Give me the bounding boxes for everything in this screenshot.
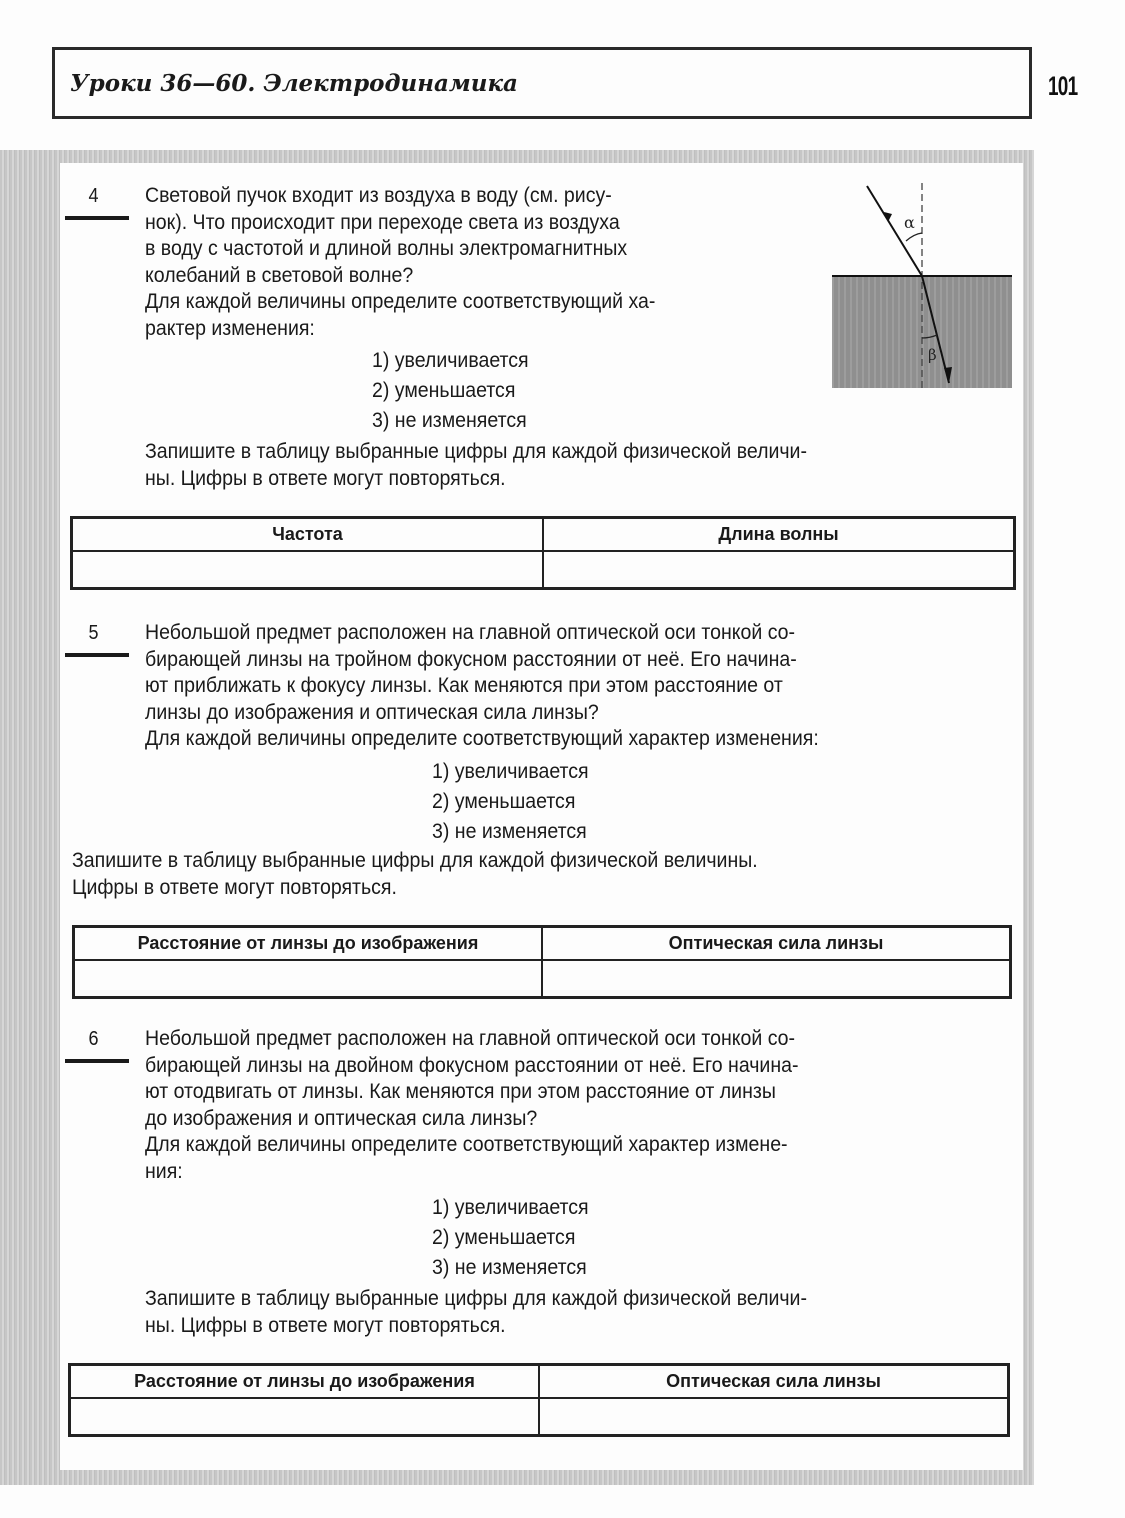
table-header: Расстояние от линзы до изображения [70,1365,540,1399]
chapter-title: Уроки 36—60. Электродинамика [70,70,518,97]
record-instruction [72,848,1011,901]
task-number: 5 [88,622,99,644]
answer-cell[interactable] [72,551,544,589]
text-line: Запишите в таблицу выбранные цифры для каждой физической величи- [145,440,807,463]
beta-label: β [928,346,937,364]
text-line: рактер изменения: [145,316,315,340]
text-line: Световой пучок входит из воздуха в воду (см. рису- [145,184,612,207]
record-instruction [145,439,1019,492]
text-line: ют приближать к фокусу линзы. Как меняются при этом расстояние от [145,674,783,697]
task-number: 6 [88,1028,99,1050]
table-header: Расстояние от линзы до изображения [74,927,543,961]
task-question [145,183,801,342]
text-line: нок). Что происходит при переходе света из воздуха [145,210,620,234]
answer-cell[interactable] [74,960,543,998]
task-number: 4 [88,185,99,207]
option-list [372,346,529,436]
table-header: Частота [72,518,544,552]
option-list [432,1193,589,1283]
text-line: Цифры в ответе могут повторяться. [72,875,397,899]
option-item: 1) увеличивается [432,760,589,783]
answer-table [70,516,1016,590]
text-line: в воду с частотой и длиной волны электромагнитных [145,237,628,260]
option-item: 2) уменьшается [372,379,516,402]
option-item: 3) не изменяется [372,409,527,432]
task-4 [60,183,1023,593]
task-marker-bar [65,653,129,657]
task-question [145,1026,1015,1185]
text-line: ют отодвигать от линзы. Как меняются при этом расстояние от линзы [145,1080,776,1103]
text-line: бирающей линзы на двойном фокусном расстоянии от неё. Его начина- [145,1053,799,1077]
option-item: 2) уменьшается [432,1226,576,1249]
page-content [60,163,1023,1470]
table-header: Длина волны [543,518,1015,552]
text-line: Для каждой величины определите соответствующий характер изменения: [145,727,819,750]
text-line: Запишите в таблицу выбранные цифры для каждой физической величи- [145,1287,807,1310]
text-line: линзы до изображения и оптическая сила линзы? [145,700,599,724]
task-marker-bar [65,216,129,220]
alpha-label: α [904,213,915,232]
option-list [432,757,589,847]
text-line: Небольшой предмет расположен на главной оптической оси тонкой со- [145,1027,796,1050]
text-line: ны. Цифры в ответе могут повторяться. [145,466,506,490]
chapter-header [52,47,1032,119]
answer-cell[interactable] [542,960,1011,998]
table-header: Оптическая сила линзы [539,1365,1009,1399]
refraction-diagram [832,178,1012,388]
text-line: колебаний в световой волне? [145,263,414,287]
text-line: бирающей линзы на тройном фокусном расстоянии от неё. Его начина- [145,647,797,671]
answer-table [72,925,1012,999]
option-item: 1) увеличивается [372,349,529,372]
task-6 [60,1026,1023,1426]
record-instruction [145,1286,1015,1339]
task-question [145,620,1015,753]
answer-cell[interactable] [543,551,1015,589]
answer-cell[interactable] [70,1398,540,1436]
option-item: 1) увеличивается [432,1196,589,1219]
text-line: Для каждой величины определите соответствующий характер измене- [145,1133,788,1156]
text-line: Запишите в таблицу выбранные цифры для каждой физической величины. [72,849,758,872]
text-line: ны. Цифры в ответе могут повторяться. [145,1313,506,1337]
text-line: Для каждой величины определите соответствующий ха- [145,290,656,313]
text-line: Небольшой предмет расположен на главной оптической оси тонкой со- [145,621,796,644]
task-5 [60,620,1023,980]
answer-cell[interactable] [539,1398,1009,1436]
page-number: 101 [1048,71,1078,101]
option-item: 3) не изменяется [432,1256,587,1279]
option-item: 3) не изменяется [432,820,587,843]
option-item: 2) уменьшается [432,790,576,813]
text-line: ния: [145,1159,183,1183]
table-header: Оптическая сила линзы [542,927,1011,961]
answer-table [68,1363,1010,1437]
task-marker-bar [65,1059,129,1063]
text-line: до изображения и оптическая сила линзы? [145,1106,538,1130]
